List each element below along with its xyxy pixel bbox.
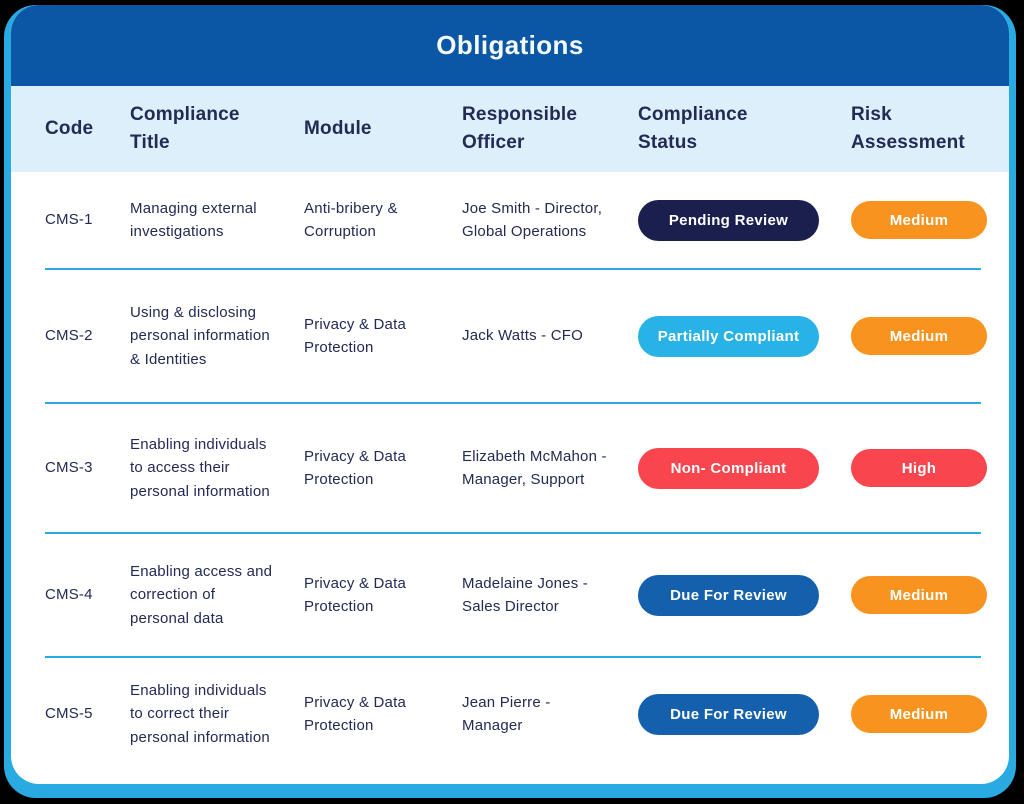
code-value: CMS-3 <box>45 459 93 477</box>
cell-risk-assessment <box>851 695 993 733</box>
table-row <box>11 172 1009 268</box>
cell-code <box>45 702 130 725</box>
cell-compliance-title <box>130 560 304 630</box>
cell-module <box>304 197 462 244</box>
module-value: Privacy & Data Protection <box>304 447 406 488</box>
cell-compliance-status <box>638 316 851 357</box>
responsible-officer-value: Joe Smith - Director, Global Operations <box>462 199 603 240</box>
module-value: Privacy & Data Protection <box>304 315 406 356</box>
compliance-status-badge: Due For Review <box>638 575 819 616</box>
cell-responsible-officer <box>462 197 638 244</box>
cell-module <box>304 691 462 738</box>
responsible-officer-value: Jack Watts - CFO <box>462 327 583 345</box>
cell-compliance-title <box>130 433 304 503</box>
cell-module <box>304 445 462 492</box>
compliance-title-value: Using & disclosing personal information & Identities <box>130 304 270 368</box>
column-header-status <box>638 101 851 156</box>
cell-responsible-officer <box>462 691 638 738</box>
cell-module <box>304 313 462 360</box>
cell-responsible-officer <box>462 572 638 619</box>
obligations-table <box>11 5 1009 784</box>
risk-assessment-badge: High <box>851 449 987 487</box>
cell-responsible-officer <box>462 324 638 347</box>
code-value: CMS-2 <box>45 327 93 345</box>
compliance-status-badge: Due For Review <box>638 694 819 735</box>
code-value: CMS-5 <box>45 705 93 723</box>
cell-compliance-status <box>638 448 851 489</box>
column-header-label: Code <box>45 118 94 140</box>
compliance-title-value: Enabling access and correction of personal data <box>130 563 273 627</box>
cell-code <box>45 324 130 347</box>
cell-compliance-title <box>130 679 304 749</box>
cell-module <box>304 572 462 619</box>
page-title: Obligations <box>436 30 584 60</box>
card-title-bar <box>11 5 1009 86</box>
table-row <box>11 534 1009 656</box>
column-header-label: Compliance Title <box>130 104 240 153</box>
compliance-status-badge: Non- Compliant <box>638 448 819 489</box>
risk-assessment-badge: Medium <box>851 317 987 355</box>
module-value: Anti-bribery & Corruption <box>304 199 398 240</box>
risk-assessment-badge: Medium <box>851 695 987 733</box>
cell-code <box>45 456 130 479</box>
column-header-officer <box>462 101 638 156</box>
table-row <box>11 658 1009 770</box>
column-header-code <box>45 115 130 143</box>
cell-compliance-status <box>638 694 851 735</box>
cell-code <box>45 583 130 606</box>
obligations-card <box>4 5 1016 798</box>
column-header-module <box>304 115 462 143</box>
table-row <box>11 270 1009 402</box>
responsible-officer-value: Madelaine Jones - Sales Director <box>462 574 588 615</box>
compliance-title-value: Enabling individuals to correct their personal information <box>130 682 270 746</box>
column-header-label: Responsible Officer <box>462 104 578 153</box>
responsible-officer-value: Jean Pierre - Manager <box>462 693 551 734</box>
compliance-title-value: Managing external investigations <box>130 199 257 240</box>
table-row <box>11 404 1009 532</box>
table-header-row <box>11 86 1009 172</box>
module-value: Privacy & Data Protection <box>304 693 406 734</box>
module-value: Privacy & Data Protection <box>304 574 406 615</box>
cell-risk-assessment <box>851 576 993 614</box>
risk-assessment-badge: Medium <box>851 576 987 614</box>
responsible-officer-value: Elizabeth McMahon - Manager, Support <box>462 447 607 488</box>
code-value: CMS-1 <box>45 211 93 229</box>
compliance-title-value: Enabling individuals to access their personal information <box>130 436 270 500</box>
code-value: CMS-4 <box>45 586 93 604</box>
cell-compliance-status <box>638 575 851 616</box>
cell-responsible-officer <box>462 445 638 492</box>
cell-compliance-status <box>638 200 851 241</box>
column-header-label: Module <box>304 118 372 140</box>
compliance-status-badge: Pending Review <box>638 200 819 241</box>
cell-risk-assessment <box>851 317 993 355</box>
column-header-risk <box>851 101 989 156</box>
cell-risk-assessment <box>851 201 993 239</box>
compliance-status-badge: Partially Compliant <box>638 316 819 357</box>
table-body <box>11 172 1009 784</box>
column-header-label: Compliance Status <box>638 104 748 153</box>
risk-assessment-badge: Medium <box>851 201 987 239</box>
column-header-title <box>130 101 304 156</box>
column-header-label: Risk Assessment <box>851 104 965 153</box>
cell-compliance-title <box>130 197 304 244</box>
cell-risk-assessment <box>851 449 993 487</box>
cell-compliance-title <box>130 301 304 371</box>
cell-code <box>45 208 130 231</box>
